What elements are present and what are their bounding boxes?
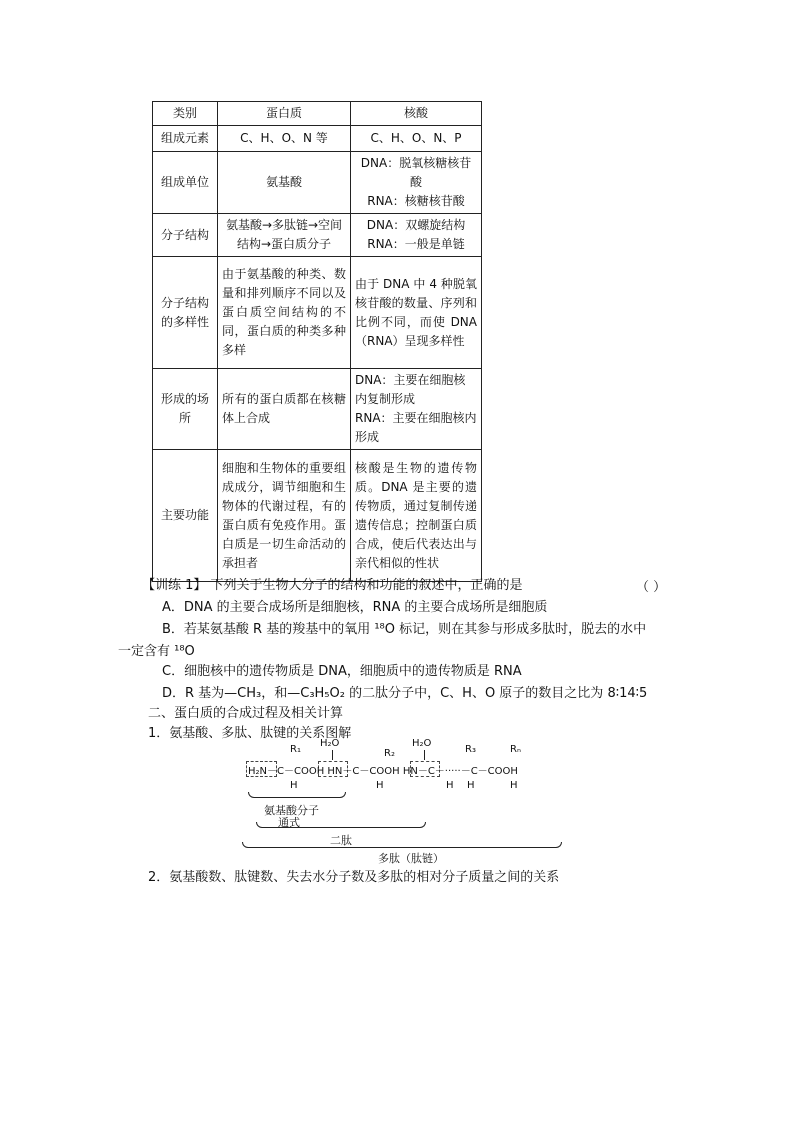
- table-row: [153, 126, 482, 152]
- label-h: H: [290, 780, 298, 791]
- cell-protein: 细胞和生物体的重要组成成分，调节细胞和生物体的代谢过程，有的蛋白质有免疫作用。蛋白质是一切生命活动的承担者: [218, 450, 351, 582]
- protein-nucleic-table: [152, 101, 482, 582]
- label-polypeptide: 多肽（肽链）: [378, 852, 444, 865]
- item-1: 1．氨基酸、多肽、肽键的关系图解: [148, 726, 352, 741]
- water-2: H₂O: [412, 738, 432, 749]
- label-h: H: [376, 780, 384, 791]
- cell-nucleic: DNA：主要在细胞核内复制形成 RNA：主要在细胞核内形成: [351, 369, 482, 450]
- label-r3: R₃: [465, 744, 476, 755]
- arrow-up-icon: [424, 750, 425, 760]
- label-h: H: [446, 780, 454, 791]
- option-b-cont: 一定含有 ¹⁸O: [118, 644, 195, 659]
- cell-protein: 所有的蛋白质都在核糖体上合成: [218, 369, 351, 450]
- row-label: 组成元素: [153, 126, 218, 152]
- section-title: 二、蛋白质的合成过程及相关计算: [148, 706, 344, 721]
- table-header-row: [153, 102, 482, 126]
- option-a: A．DNA 的主要合成场所是细胞核，RNA 的主要合成场所是细胞质: [162, 600, 548, 615]
- cell-nucleic: 核酸是生物的遗传物质。DNA 是主要的遗传物质，通过复制传递遗传信息；控制蛋白质合成，使后代表达出与亲代相似的性状: [351, 450, 482, 582]
- cell-protein: 氨基酸: [218, 152, 351, 214]
- table-row: [153, 257, 482, 369]
- brace-dipeptide: [256, 822, 426, 828]
- label-aa-2: 通式: [278, 816, 300, 829]
- question-stem: 【训练 1】 下列关于生物大分子的结构和功能的叙述中，正确的是: [142, 578, 523, 593]
- row-label: 主要功能: [153, 450, 218, 582]
- item-2: 2．氨基酸数、肽键数、失去水分子数及多肽的相对分子质量之间的关系: [148, 870, 560, 885]
- label-dipeptide: 二肽: [330, 834, 352, 847]
- label-h: H: [467, 780, 475, 791]
- peptide-formula: H₂N－C－COOH HN－C－COOH HN－C－·····－C－COOH: [248, 766, 518, 777]
- row-label: 分子结构: [153, 214, 218, 257]
- table-row: [153, 214, 482, 257]
- cell-nucleic: C、H、O、N、P: [351, 126, 482, 152]
- header-category: 类别: [153, 102, 218, 126]
- row-label: 分子结构的多样性: [153, 257, 218, 369]
- cell-protein: 由于氨基酸的种类、数量和排列顺序不同以及蛋白质空间结构的不同，蛋白质的种类多种多样: [218, 257, 351, 369]
- label-r1: R₁: [290, 744, 301, 755]
- option-b: B．若某氨基酸 R 基的羧基中的氧用 ¹⁸O 标记，则在其参与形成多肽时，脱去的水中: [162, 622, 647, 637]
- brace-aa: [248, 792, 346, 798]
- header-protein: 蛋白质: [218, 102, 351, 126]
- brace-polypeptide: [242, 842, 562, 848]
- cell-protein: C、H、O、N 等: [218, 126, 351, 152]
- answer-blank: （ ）: [636, 580, 667, 595]
- label-r2: R₂: [384, 748, 395, 759]
- option-c: C．细胞核中的遗传物质是 DNA，细胞质中的遗传物质是 RNA: [162, 664, 522, 679]
- label-aa: 氨基酸分子: [264, 804, 319, 817]
- water-1: H₂O: [320, 738, 340, 749]
- table-row: [153, 152, 482, 214]
- cell-protein: 氨基酸→多肽链→空间结构→蛋白质分子: [218, 214, 351, 257]
- cell-nucleic: DNA：脱氧核糖核苷酸 RNA：核糖核苷酸: [351, 152, 482, 214]
- header-nucleic: 核酸: [351, 102, 482, 126]
- label-rn: Rₙ: [510, 744, 521, 755]
- option-d: D．R 基为—CH₃，和—C₃H₅O₂ 的二肽分子中，C、H、O 原子的数目之比为 8∶14∶5: [162, 686, 648, 701]
- row-label: 组成单位: [153, 152, 218, 214]
- table-row: [153, 450, 482, 582]
- cell-nucleic: DNA：双螺旋结构 RNA：一般是单链: [351, 214, 482, 257]
- table-row: [153, 369, 482, 450]
- row-label: 形成的场所: [153, 369, 218, 450]
- cell-nucleic: 由于 DNA 中 4 种脱氧核苷酸的数量、序列和比例不同，而使 DNA（RNA）呈现多样性: [351, 257, 482, 369]
- arrow-up-icon: [332, 750, 333, 760]
- label-h: H: [510, 780, 518, 791]
